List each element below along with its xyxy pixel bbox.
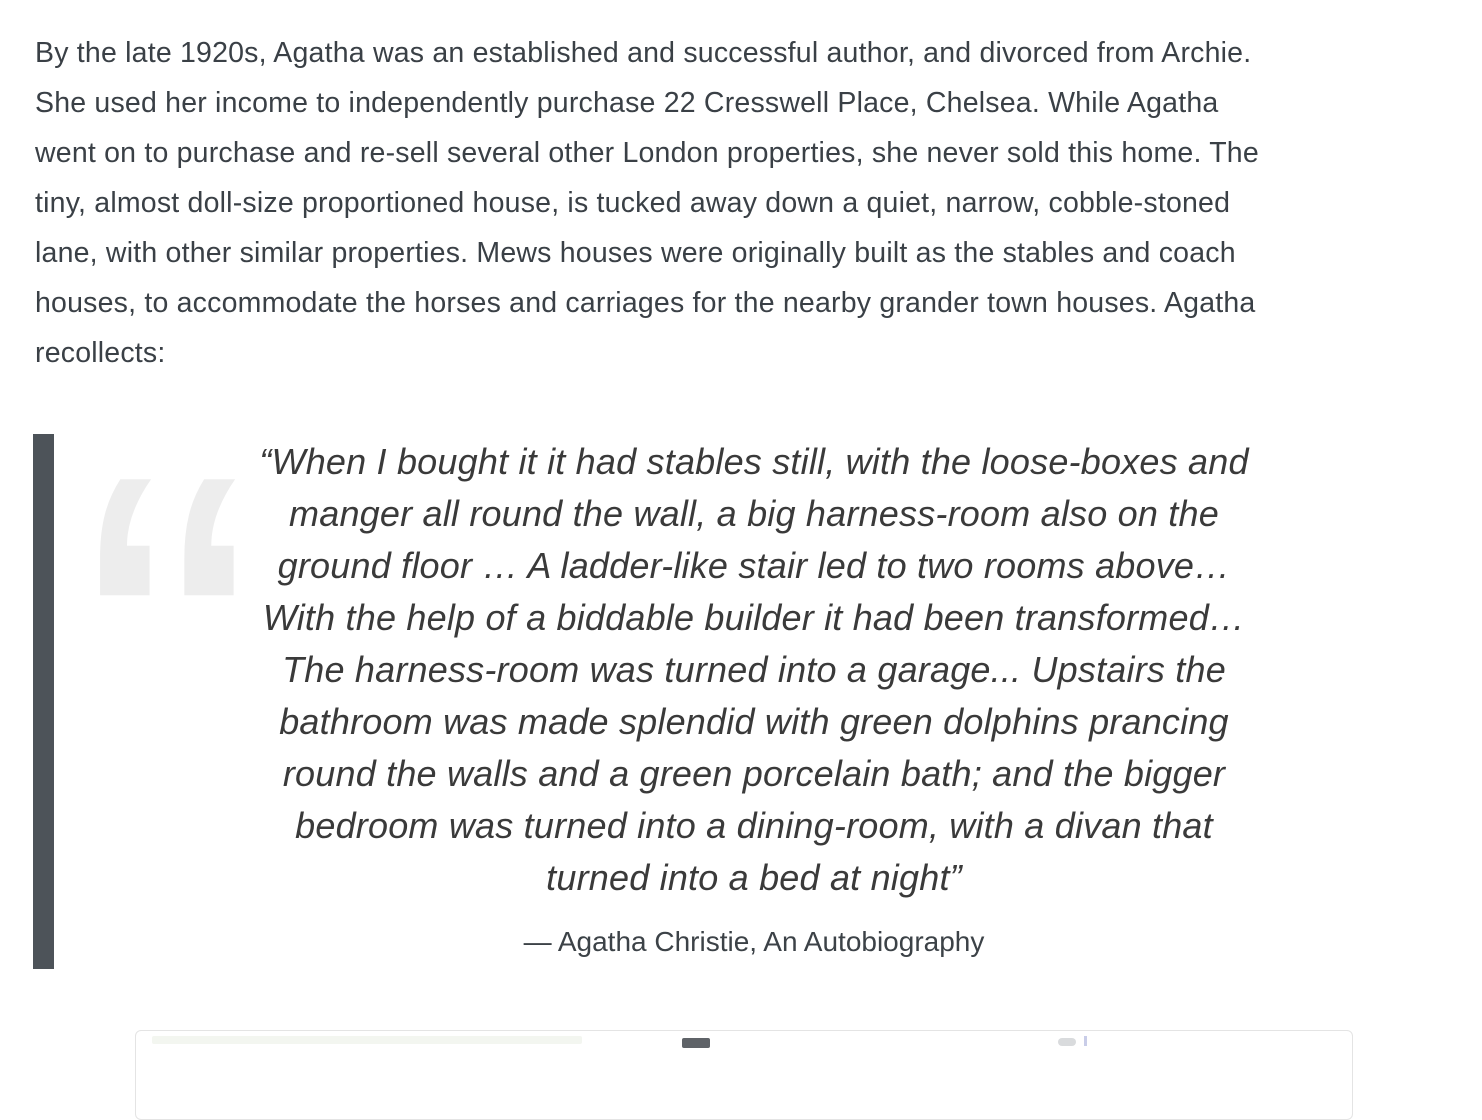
paragraph-line: By the late 1920s, Agatha was an established and successful author, and divorced from Archie. <box>35 37 1252 69</box>
quote-line: With the help of a biddable builder it had been transformed… <box>262 597 1246 638</box>
blockquote-left-bar <box>33 434 54 969</box>
paragraph-line: She used her income to independently purchase 22 Cresswell Place, Chelsea. While Agatha <box>35 87 1219 119</box>
quote-attribution: — Agatha Christie, An Autobiography <box>523 926 985 957</box>
embedded-widget-faint-strip <box>152 1036 582 1044</box>
embedded-widget-faint-tick <box>1084 1036 1087 1046</box>
decorative-quote-icon: “ <box>81 367 255 948</box>
paragraph-line: went on to purchase and re-sell several other London properties, she never sold this home. The <box>35 137 1259 169</box>
embedded-widget-dark-mark <box>682 1038 710 1048</box>
quote-line: turned into a bed at night” <box>546 857 962 898</box>
quote-line: ground floor … A ladder-like stair led to two rooms above… <box>277 545 1231 586</box>
embedded-widget-faint-mark <box>1058 1038 1076 1046</box>
paragraph-line: lane, with other similar properties. Mews houses were originally built as the stables and coach <box>35 237 1236 269</box>
quote-line: round the walls and a green porcelain bath; and the bigger <box>282 753 1226 794</box>
blockquote-text <box>93 436 1415 904</box>
paragraph-line: houses, to accommodate the horses and carriages for the nearby grander town houses. Agatha <box>35 287 1256 319</box>
article-paragraph <box>35 28 1259 378</box>
quote-line: The harness-room was turned into a garage... Upstairs the <box>282 649 1226 690</box>
quote-line: bedroom was turned into a dining-room, with a divan that <box>295 805 1213 846</box>
quote-line: bathroom was made splendid with green dolphins prancing <box>279 701 1229 742</box>
paragraph-line: tiny, almost doll-size proportioned house, is tucked away down a quiet, narrow, cobble-stoned <box>35 187 1231 219</box>
blockquote <box>33 367 1449 970</box>
quote-line: “When I bought it it had stables still, with the loose-boxes and <box>259 441 1249 482</box>
quote-line: manger all round the wall, a big harness-room also on the <box>289 493 1219 534</box>
paragraph-line: recollects: <box>35 337 166 369</box>
